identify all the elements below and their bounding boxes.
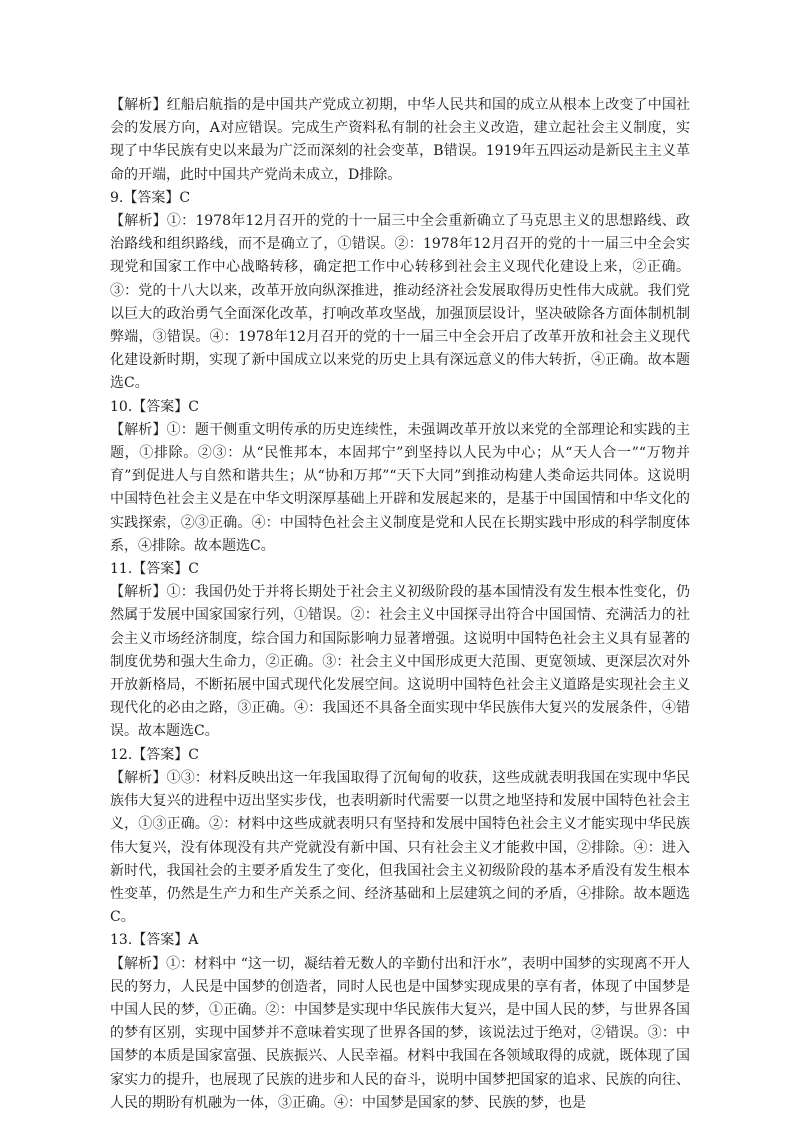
answer-line: 11.【答案】C — [110, 561, 199, 578]
answer-analysis-text — [110, 94, 690, 1115]
answer-line: 9.【答案】C — [110, 189, 191, 206]
analysis-paragraph: 【解析】①：材料中 “这一切，凝结着无数人的辛勤付出和汗水”，表明中国梦的实现离不开人民的努力，人民是中国梦的创造者，同时人民也是中国梦实现成果的享有者，体现了中国梦是中国人民的梦，①正确。②：中国梦是实现中华民族伟大复兴，是中国人民的梦，与世界各国的梦有区别，实现中国梦并不意味着实现了世界各国的梦，该说法过于绝对，②错误。③：中国梦的本质是国家富强、民族振兴、人民幸福。材料中我国在各领域取得的成就，既体现了国家实力的提升，也展现了民族的进步和人民的奋斗，说明中国梦把国家的追求、民族的向往、人民的期盼有机融为一体，③正确。④：中国梦是国家的梦、民族的梦，也是 — [110, 955, 690, 1111]
analysis-paragraph: 【解析】①③：材料反映出这一年我国取得了沉甸甸的收获，这些成就表明我国在实现中华民族伟大复兴的进程中迈出坚实步伐，也表明新时代需要一以贯之地坚持和发展中国特色社会主义，①③正确。②：材料中这些成就表明只有坚持和发展中国特色社会主义才能实现中华民族伟大复兴，没有体现没有共产党就没有新中国、只有社会主义才能救中国，②排除。④：进入新时代，我国社会的主要矛盾发生了变化，但我国社会主义初级阶段的基本矛盾没有发生根本性变革，仍然是生产力和生产关系之间、经济基础和上层建筑之间的矛盾，④排除。故本题选C。 — [110, 769, 690, 926]
analysis-paragraph: 【解析】红船启航指的是中国共产党成立初期，中华人民共和国的成立从根本上改变了中国社会的发展方向，A对应错误。完成生产资料私有制的社会主义改造，建立起社会主义制度，实现了中华民族有史以来最为广泛而深刻的社会变革，B错误。1919年五四运动是新民主主义革命的开端，此时中国共产党尚未成立，D排除。 — [110, 97, 690, 183]
answer-line: 10.【答案】C — [110, 398, 199, 415]
answer-line: 12.【答案】C — [110, 746, 199, 763]
analysis-paragraph: 【解析】①：我国仍处于并将长期处于社会主义初级阶段的基本国情没有发生根本性变化，仍然属于发展中国家国家行列，①错误。②：社会主义中国探寻出符合中国国情、充满活力的社会主义市场经济制度，综合国力和国际影响力显著增强。这说明中国特色社会主义具有显著的制度优势和强大生命力，②正确。③：社会主义中国形成更大范围、更宽领域、更深层次对外开放新格局，不断拓展中国式现代化发展空间。这说明中国特色社会主义道路是实现社会主义现代化的必由之路，③正确。④：我国还不具备全面实现中华民族伟大复兴的发展条件，④错误。故本题选C。 — [110, 584, 690, 740]
analysis-paragraph: 【解析】①：题干侧重文明传承的历史连续性，未强调改革开放以来党的全部理论和实践的主题，①排除。②③：从“民惟邦本，本固邦宁”到坚持以人民为中心；从“天人合一”“万物并育”到促进人与自然和谐共生；从“协和万邦”“天下大同”到推动构建人类命运共同体。这说明中国特色社会主义是在中华文明深厚基础上开辟和发展起来的，是基于中国国情和中华文化的实践探索，②③正确。④：中国特色社会主义制度是党和人民在长期实践中形成的科学制度体系，④排除。故本题选C。 — [110, 421, 690, 554]
analysis-paragraph: 【解析】①：1978年12月召开的党的十一届三中全会重新确立了马克思主义的思想路线、政治路线和组织路线，而不是确立了，①错误。②：1978年12月召开的党的十一届三中全会实现党和国家工作中心战略转移，确定把工作中心转移到社会主义现代化建设上来，②正确。③：党的十八大以来，改革开放向纵深推进，推动经济社会发展取得历史性伟大成就。我们党以巨大的政治勇气全面深化改革，打响改革攻坚战，加强顶层设计，坚决破除各方面体制机制弊端，③错误。④：1978年12月召开的党的十一届三中全会开启了改革开放和社会主义现代化建设新时期，实现了新中国成立以来党的历史上具有深远意义的伟大转折，④正确。故本题选C。 — [110, 213, 690, 392]
answer-line: 13.【答案】A — [110, 932, 199, 949]
